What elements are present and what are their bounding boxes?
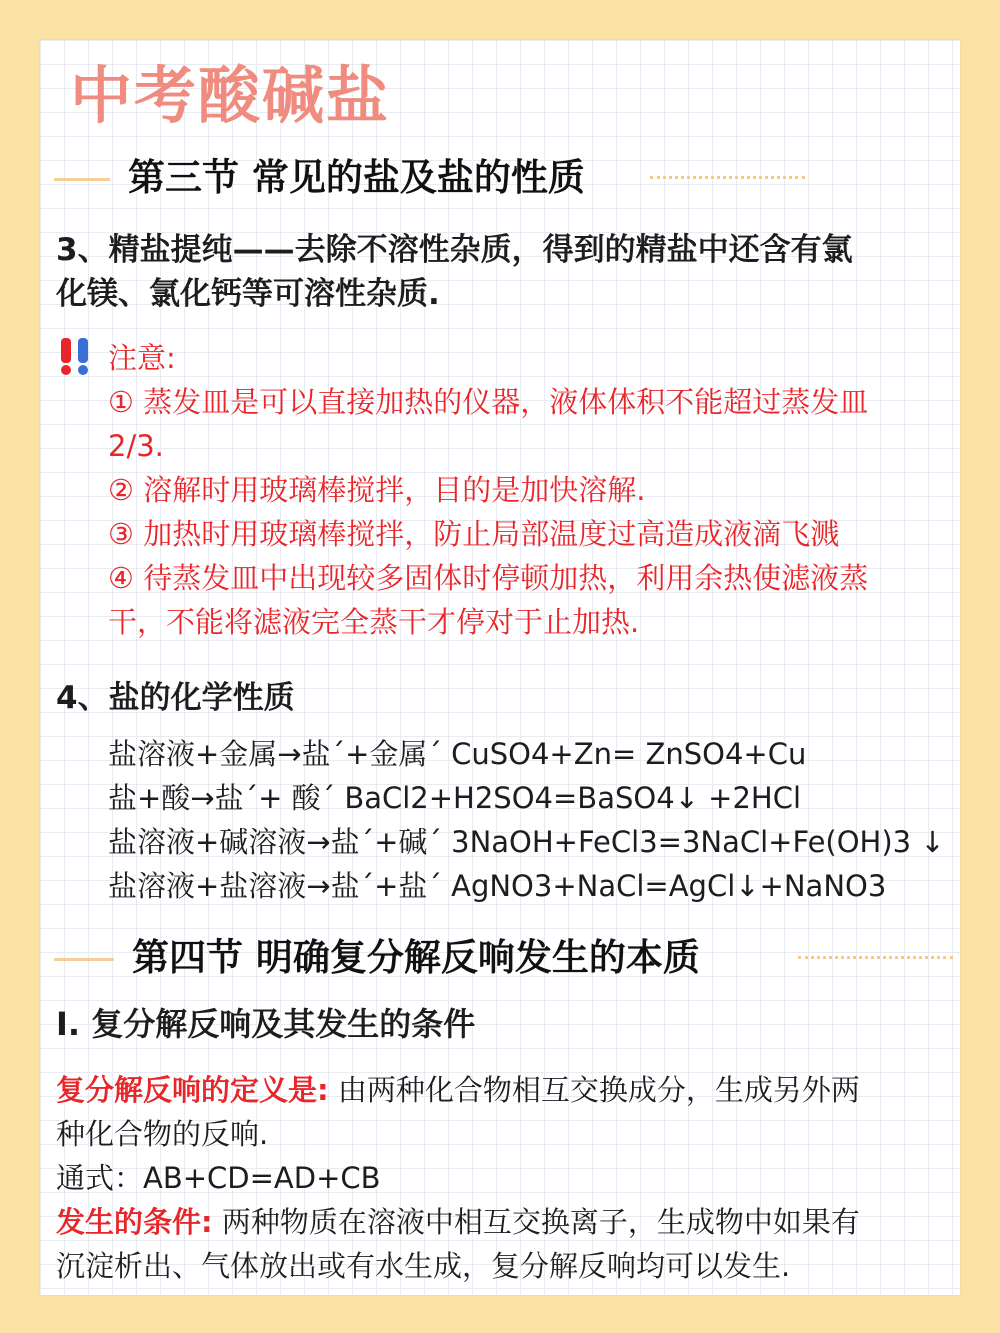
item-3-line-1: 3、精盐提纯——去除不溶性杂质，得到的精盐中还含有氯 [56, 232, 853, 268]
condition-continuation: 沉淀析出、气体放出或有水生成，复分解反响均可以发生. [56, 1249, 791, 1283]
condition-line [56, 1200, 860, 1244]
definition-label: 复分解反响的定义是: [56, 1073, 329, 1107]
double-exclamation-icon [58, 336, 94, 376]
section-3-heading: 第三节 常见的盐及盐的性质 [128, 156, 585, 199]
heading-rule-right [650, 176, 805, 179]
note-line: ④ 待蒸发皿中出现较多固体时停顿加热，利用余热使滤液蒸 [108, 561, 869, 595]
note-label: 注意: [108, 341, 176, 375]
reaction-line: 盐溶液+碱溶液→盐´+碱´ 3NaOH+FeCl3=3NaCl+Fe(OH)3 ↓ [108, 825, 945, 859]
condition-text: 两种物质在溶液中相互交换离子，生成物中如果有 [212, 1205, 860, 1239]
general-formula: 通式：AB+CD=AD+CB [56, 1161, 381, 1195]
section-4-subheading: I. 复分解反响及其发生的条件 [56, 1005, 476, 1043]
reaction-line: 盐溶液+金属→盐´+金属´ CuSO4+Zn= ZnSO4+Cu [108, 737, 807, 771]
item-3-line-2: 化镁、氯化钙等可溶性杂质. [56, 276, 440, 312]
note-line: ① 蒸发皿是可以直接加热的仪器，液体体积不能超过蒸发皿 [108, 385, 869, 419]
note-line: ② 溶解时用玻璃棒搅拌，目的是加快溶解. [108, 473, 646, 507]
definition-text: 由两种化合物相互交换成分，生成另外两 [328, 1073, 860, 1107]
heading-rule-left [54, 178, 110, 181]
note-line: ③ 加热时用玻璃棒搅拌，防止局部温度过高造成液滴飞溅 [108, 517, 840, 551]
note-line: 2/3. [108, 429, 164, 463]
heading-rule-right [798, 956, 953, 959]
item-4-heading: 4、盐的化学性质 [56, 680, 295, 716]
definition-line [56, 1068, 860, 1112]
page-title: 中考酸碱盐 [70, 59, 391, 132]
note-line: 干，不能将滤液完全蒸干才停对于止加热. [108, 605, 640, 639]
reaction-line: 盐溶液+盐溶液→盐´+盐´ AgNO3+NaCl=AgCl↓+NaNO3 [108, 869, 887, 903]
heading-rule-left [54, 958, 114, 961]
condition-label: 发生的条件: [56, 1205, 213, 1239]
section-4-heading: 第四节 明确复分解反响发生的本质 [132, 936, 700, 979]
reaction-line: 盐+酸→盐´+ 酸´ BaCl2+H2SO4=BaSO4↓ +2HCl [108, 781, 802, 815]
definition-continuation: 种化合物的反响. [56, 1117, 269, 1151]
